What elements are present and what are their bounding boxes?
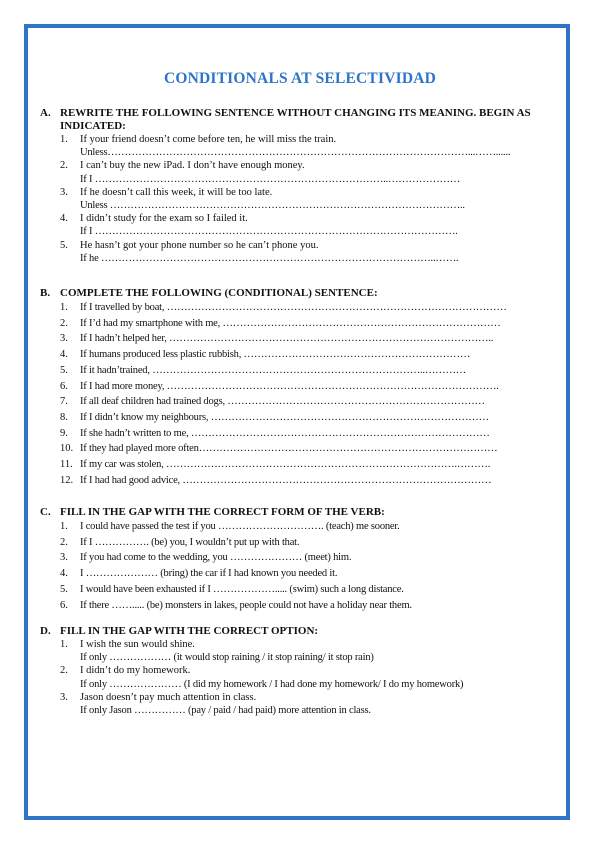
item-sentence: I can’t buy the new iPad. I don’t have enough money. xyxy=(80,160,305,172)
answer-line[interactable]: Unless……………………………………………………………………………………………...……...... xyxy=(80,147,511,159)
item-number: 5. xyxy=(60,364,68,376)
exercise-item xyxy=(40,212,560,238)
item-sentence: He hasn’t got your phone number so he can’t phone you. xyxy=(80,239,319,251)
exercise-item xyxy=(40,426,560,442)
exercise-item xyxy=(40,347,560,363)
exercise-item xyxy=(40,550,560,566)
item-number: 1. xyxy=(60,134,68,145)
item-number: 3. xyxy=(60,552,68,564)
item-number: 2. xyxy=(60,536,68,548)
item-number: 1. xyxy=(60,521,68,532)
answer-line[interactable]: If humans produced less plastic rubbish, ………………………………………………………… xyxy=(80,349,471,361)
section-a-list xyxy=(40,133,560,265)
item-number: 6. xyxy=(60,380,68,392)
exercise-item xyxy=(40,535,560,551)
answer-line[interactable]: If only ………………… (I did my homework / I had done my homework/ I do my homework) xyxy=(80,678,464,690)
section-d-list xyxy=(40,638,560,717)
answer-line[interactable]: If I had more money, ……………………………………………………………………………………. xyxy=(80,380,499,392)
exercise-item xyxy=(40,239,560,265)
item-sentence: I didn’t study for the exam so I failed it. xyxy=(80,213,248,225)
exercise-item xyxy=(40,638,560,664)
answer-line[interactable]: If I travelled by boat, ……………………………………………………………………………………… xyxy=(80,302,507,313)
section-c-list xyxy=(40,519,560,613)
item-number: 10. xyxy=(60,443,74,455)
answer-line[interactable]: If you had come to the wedding, you ………………… (meet) him. xyxy=(80,552,352,564)
answer-line[interactable]: If only Jason …………… (pay / paid / had paid) more attention in class. xyxy=(80,705,371,717)
exercise-item xyxy=(40,331,560,347)
exercise-item xyxy=(40,186,560,212)
item-number: 12. xyxy=(60,474,74,486)
exercise-item xyxy=(40,363,560,379)
answer-line[interactable]: If only ……………… (it would stop raining / it stop raining/ it stop rain) xyxy=(80,652,374,664)
exercise-item xyxy=(40,566,560,582)
item-sentence: Jason doesn’t pay much attention in class. xyxy=(80,691,257,703)
section-b-list xyxy=(40,300,560,488)
item-number: 3. xyxy=(60,186,68,198)
exercise-item xyxy=(40,394,560,410)
item-number: 4. xyxy=(60,213,68,225)
section-c xyxy=(40,506,560,613)
exercise-item xyxy=(40,598,560,614)
item-number: 8. xyxy=(60,411,68,423)
answer-line[interactable]: I would have been exhausted if I ………………..... (swim) such a long distance. xyxy=(80,583,404,595)
item-number: 3. xyxy=(60,333,68,345)
answer-line[interactable]: Unless ………………………………………………………………………………………….. xyxy=(80,200,465,212)
item-number: 4. xyxy=(60,568,68,580)
item-number: 11. xyxy=(60,459,73,471)
item-sentence: I wish the sun would shine. xyxy=(80,639,195,650)
exercise-item xyxy=(40,410,560,426)
item-number: 2. xyxy=(60,160,68,172)
answer-line[interactable]: If my car was stolen, ………………………………………………………………………….………. xyxy=(80,459,491,471)
answer-line[interactable]: If all deaf children had trained dogs, ………………………………………………………………… xyxy=(80,396,485,408)
item-number: 5. xyxy=(60,239,68,251)
answer-line[interactable]: If I had had good advice, ……………………………………………………………………………… xyxy=(80,474,492,486)
answer-line[interactable]: If it hadn’trained, ……………………………………………………………………..………… xyxy=(80,364,467,376)
answer-line[interactable]: I could have passed the test if you …………………………. (teach) me sooner. xyxy=(80,521,400,532)
item-number: 2. xyxy=(60,317,68,329)
answer-line[interactable]: If he ……………………………………………………………………………………..……. xyxy=(80,252,459,264)
answer-line[interactable]: If there ……..... (be) monsters in lakes, people could not have a holiday near them. xyxy=(80,599,412,611)
section-a xyxy=(40,107,560,265)
answer-line[interactable]: If I’d had my smartphone with me, ……………………………………………………………………… xyxy=(80,317,501,329)
answer-line[interactable]: If I ……………………………………………………………………………………………. xyxy=(80,226,458,238)
exercise-item xyxy=(40,379,560,395)
item-number: 1. xyxy=(60,302,68,313)
exercise-item xyxy=(40,300,560,316)
exercise-item xyxy=(40,691,560,717)
item-number: 6. xyxy=(60,599,68,611)
section-d-heading: D. FILL IN THE GAP WITH THE CORRECT OPTION: xyxy=(40,625,319,637)
item-number: 5. xyxy=(60,583,68,595)
item-number: 7. xyxy=(60,396,68,408)
exercise-item xyxy=(40,457,560,473)
exercise-item xyxy=(40,582,560,598)
exercise-item xyxy=(40,441,560,457)
exercise-item xyxy=(40,159,560,185)
item-number: 9. xyxy=(60,427,68,439)
item-sentence: If he doesn’t call this week, it will be too late. xyxy=(80,186,273,198)
section-b xyxy=(40,287,560,488)
item-number: 3. xyxy=(60,691,68,703)
section-a-heading: A. REWRITE THE FOLLOWING SENTENCE WITHOUT CHANGING ITS MEANING. BEGIN AS INDICATED: xyxy=(40,107,531,132)
answer-line[interactable]: If I didn’t know my neighbours, ……………………………………………………………………… xyxy=(80,411,489,423)
answer-line[interactable]: If they had played more often…………………………………………………………………………… xyxy=(80,443,498,455)
item-sentence: If your friend doesn’t come before ten, he will miss the train. xyxy=(80,134,337,145)
section-c-heading: C. FILL IN THE GAP WITH THE CORRECT FORM OF THE VERB: xyxy=(40,506,385,518)
page-title: CONDITIONALS AT SELECTIVIDAD xyxy=(163,70,437,87)
answer-line[interactable]: If I hadn’t helped her, ………………………………………………………………………………….. xyxy=(80,333,494,345)
item-number: 4. xyxy=(60,349,68,361)
answer-line[interactable]: If she hadn’t written to me, …………………………………………………………………………… xyxy=(80,427,490,439)
item-number: 2. xyxy=(60,665,68,677)
section-b-heading: B. COMPLETE THE FOLLOWING (CONDITIONAL) SENTENCE: xyxy=(40,287,378,299)
answer-line[interactable]: I ………………… (bring) the car if I had known you needed it. xyxy=(80,568,338,580)
answer-line[interactable]: If I …………………………………………………………………………..………………… xyxy=(80,173,461,185)
item-number: 1. xyxy=(60,639,68,650)
exercise-item xyxy=(40,664,560,690)
exercise-item xyxy=(40,473,560,489)
exercise-item xyxy=(40,316,560,332)
exercise-item xyxy=(40,519,560,535)
answer-line[interactable]: If I ……………. (be) you, I wouldn’t put up with that. xyxy=(80,536,300,548)
exercise-item xyxy=(40,133,560,159)
item-sentence: I didn’t do my homework. xyxy=(80,665,191,677)
section-d xyxy=(40,625,560,717)
